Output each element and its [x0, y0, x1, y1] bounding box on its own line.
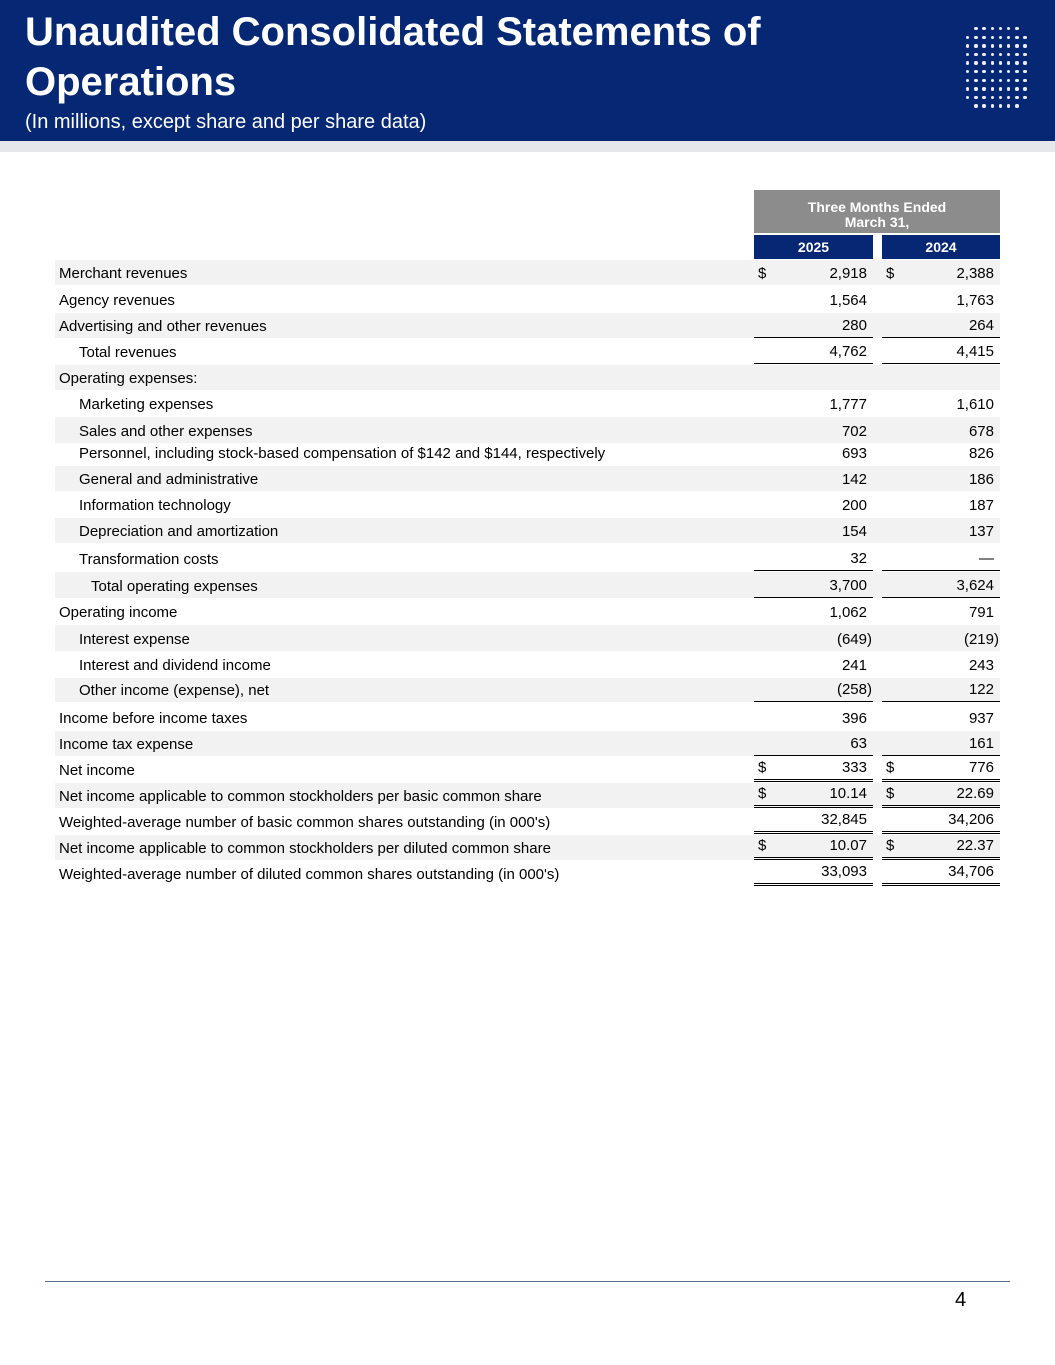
dot: [974, 27, 977, 30]
table-row: [55, 809, 1000, 834]
dot: [999, 36, 1002, 39]
dot: [1007, 87, 1010, 90]
value-2024: 776: [968, 759, 994, 776]
value-2024: 4,415: [956, 343, 994, 360]
row-label: Information technology: [79, 497, 231, 514]
value-2024: 1,610: [956, 396, 994, 413]
dot: [1023, 44, 1026, 47]
dot: [966, 53, 969, 56]
dot: [991, 36, 994, 39]
value-2024: (219): [963, 631, 999, 648]
dot: [974, 70, 977, 73]
dot: [982, 70, 985, 73]
value-2025: (649): [836, 631, 872, 648]
row-label: Advertising and other revenues: [59, 318, 267, 335]
currency-symbol: $: [886, 265, 895, 282]
row-label: Sales and other expenses: [79, 423, 253, 440]
value-2025: 142: [841, 471, 867, 488]
dot: [974, 87, 977, 90]
table-row: [55, 678, 1000, 702]
value-2024: 186: [968, 471, 994, 488]
period-label-line2: March 31,: [844, 214, 910, 230]
table-row: [55, 835, 1000, 860]
page-subtitle: (In millions, except share and per share data): [25, 111, 427, 133]
dot: [982, 27, 985, 30]
dot: [1015, 70, 1018, 73]
value-2025: 200: [841, 497, 867, 514]
dot: [966, 96, 969, 99]
value-2024: 264: [968, 317, 994, 334]
dot: [1023, 53, 1026, 56]
dot: [999, 53, 1002, 56]
page-title: Unaudited Consolidated Statements of Operations: [25, 10, 761, 104]
row-label: Total operating expenses: [91, 578, 258, 595]
table-row: [55, 757, 1000, 782]
dot-pattern-icon: [966, 27, 1032, 115]
dot: [974, 104, 977, 107]
dot: [1023, 70, 1026, 73]
dot: [1007, 79, 1010, 82]
table-row: [55, 260, 1000, 285]
table-row: [55, 492, 1000, 517]
dot: [966, 61, 969, 64]
row-label: Weighted-average number of diluted common shares outstanding (in 000's): [59, 866, 560, 883]
value-2025: 154: [841, 523, 867, 540]
row-label: Operating expenses:: [59, 370, 198, 387]
table-row: [55, 466, 1000, 491]
dot: [991, 87, 994, 90]
row-label: Total revenues: [79, 344, 177, 361]
dot: [982, 61, 985, 64]
value-2024: 34,706: [948, 863, 994, 880]
row-label: Interest expense: [79, 631, 190, 648]
dot: [999, 87, 1002, 90]
value-2024: 826: [968, 445, 994, 462]
table-row: [55, 783, 1000, 808]
value-2025: 10.07: [829, 837, 867, 854]
value-2025: 3,700: [829, 577, 867, 594]
row-label: Net income: [59, 762, 135, 779]
dot: [1015, 96, 1018, 99]
currency-symbol: $: [758, 265, 767, 282]
table-row: [55, 518, 1000, 543]
value-2025: 241: [841, 657, 867, 674]
dot: [1015, 61, 1018, 64]
table-row: [55, 417, 1000, 443]
row-label: Transformation costs: [79, 551, 219, 568]
dot: [1015, 104, 1018, 107]
dot: [991, 96, 994, 99]
currency-symbol: $: [758, 837, 767, 854]
table-row: [55, 652, 1000, 677]
row-label: Marketing expenses: [79, 396, 214, 413]
dot: [966, 79, 969, 82]
value-2025: 280: [841, 317, 867, 334]
value-2025: 333: [841, 759, 867, 776]
row-label: Net income applicable to common stockholders per basic common share: [59, 788, 542, 805]
table-row: [55, 444, 1000, 465]
table-row: [55, 313, 1000, 338]
value-2024: 937: [968, 710, 994, 727]
year-2025-header: 2025: [754, 235, 873, 259]
value-2024: 22.69: [956, 785, 994, 802]
value-2024: 2,388: [956, 265, 994, 282]
dot: [974, 44, 977, 47]
currency-symbol: $: [886, 837, 895, 854]
dot: [999, 44, 1002, 47]
dot: [999, 96, 1002, 99]
row-label: Depreciation and amortization: [79, 523, 279, 540]
table-row: [55, 599, 1000, 624]
dot: [999, 61, 1002, 64]
table-row: [55, 544, 1000, 571]
dot: [991, 61, 994, 64]
page-number: 4: [955, 1289, 967, 1311]
value-2025: 2,918: [829, 265, 867, 282]
currency-symbol: $: [886, 759, 895, 776]
value-2024: 187: [968, 497, 994, 514]
value-2025: 32,845: [821, 811, 867, 828]
dot: [1007, 27, 1010, 30]
dot: [1023, 96, 1026, 99]
dot: [966, 44, 969, 47]
dot: [999, 70, 1002, 73]
table-row: [55, 286, 1000, 312]
dot: [991, 70, 994, 73]
dot: [982, 36, 985, 39]
value-2025: 1,777: [829, 396, 867, 413]
table-row: [55, 703, 1000, 730]
value-2025: 4,762: [829, 343, 867, 360]
value-2024: 161: [968, 735, 994, 752]
value-2024: 243: [968, 657, 994, 674]
dot: [982, 87, 985, 90]
dot: [974, 79, 977, 82]
page-header: [0, 0, 1055, 141]
value-2024: 34,206: [948, 811, 994, 828]
table-row: [55, 365, 1000, 390]
dot: [1023, 87, 1026, 90]
value-2025: 693: [841, 445, 867, 462]
value-2025: 396: [841, 710, 867, 727]
dot: [1007, 104, 1010, 107]
value-2025: 32: [850, 550, 867, 567]
table-row: [55, 339, 1000, 364]
dot: [999, 79, 1002, 82]
value-2025: 1,564: [829, 292, 867, 309]
row-label: Personnel, including stock-based compensation of $142 and $144, respectively: [79, 445, 606, 462]
dot: [982, 96, 985, 99]
footer-divider: [45, 1281, 1010, 1282]
row-label: Merchant revenues: [59, 265, 188, 282]
value-2025: (258): [836, 681, 872, 698]
dot: [1007, 44, 1010, 47]
value-2025: 33,093: [821, 863, 867, 880]
dot: [1007, 53, 1010, 56]
dot: [974, 96, 977, 99]
dot: [1015, 27, 1018, 30]
value-2024: —: [979, 550, 994, 567]
dot: [991, 27, 994, 30]
value-2025: 1,062: [829, 604, 867, 621]
row-label: Weighted-average number of basic common shares outstanding (in 000's): [59, 814, 551, 831]
dot: [982, 53, 985, 56]
dot: [966, 87, 969, 90]
year-2024-header: 2024: [882, 235, 1000, 259]
row-label: Agency revenues: [59, 292, 175, 309]
value-2024: 3,624: [956, 577, 994, 594]
dot: [999, 104, 1002, 107]
table-row: [55, 625, 1000, 651]
dot: [991, 44, 994, 47]
dot: [1015, 53, 1018, 56]
dot: [974, 36, 977, 39]
dot: [1007, 70, 1010, 73]
table-row: [55, 861, 1000, 886]
value-2024: 122: [968, 681, 994, 698]
table-row: [55, 731, 1000, 756]
value-2025: 10.14: [829, 785, 867, 802]
table-row: [55, 572, 1000, 598]
value-2024: 678: [968, 423, 994, 440]
dot: [1023, 61, 1026, 64]
value-2024: 22.37: [956, 837, 994, 854]
dot: [1007, 61, 1010, 64]
dot: [1023, 79, 1026, 82]
row-label: Income tax expense: [59, 736, 194, 753]
header-divider: [0, 141, 1055, 152]
row-label: Income before income taxes: [59, 710, 248, 727]
row-label: General and administrative: [79, 471, 259, 488]
dot: [974, 53, 977, 56]
dot: [966, 36, 969, 39]
row-label: Net income applicable to common stockholders per diluted common share: [59, 840, 551, 857]
dot: [1015, 79, 1018, 82]
value-2025: 702: [841, 423, 867, 440]
period-label-line1: Three Months Ended: [807, 199, 947, 215]
dot: [974, 61, 977, 64]
dot: [999, 27, 1002, 30]
dot: [1015, 87, 1018, 90]
dot: [982, 104, 985, 107]
dot: [1007, 36, 1010, 39]
dot: [1023, 36, 1026, 39]
row-label: Interest and dividend income: [79, 657, 271, 674]
dot: [991, 104, 994, 107]
dot: [1007, 96, 1010, 99]
dot: [991, 79, 994, 82]
row-label: Other income (expense), net: [79, 682, 270, 699]
currency-symbol: $: [758, 785, 767, 802]
dot: [966, 70, 969, 73]
dot: [1015, 36, 1018, 39]
row-label: Operating income: [59, 604, 178, 621]
table-row: [55, 391, 1000, 416]
value-2024: 1,763: [956, 292, 994, 309]
dot: [991, 53, 994, 56]
dot: [982, 79, 985, 82]
value-2024: 791: [968, 604, 994, 621]
dot: [982, 44, 985, 47]
period-column-header: [754, 190, 1000, 233]
dot: [1015, 44, 1018, 47]
value-2024: 137: [968, 523, 994, 540]
currency-symbol: $: [758, 759, 767, 776]
currency-symbol: $: [886, 785, 895, 802]
value-2025: 63: [850, 735, 867, 752]
